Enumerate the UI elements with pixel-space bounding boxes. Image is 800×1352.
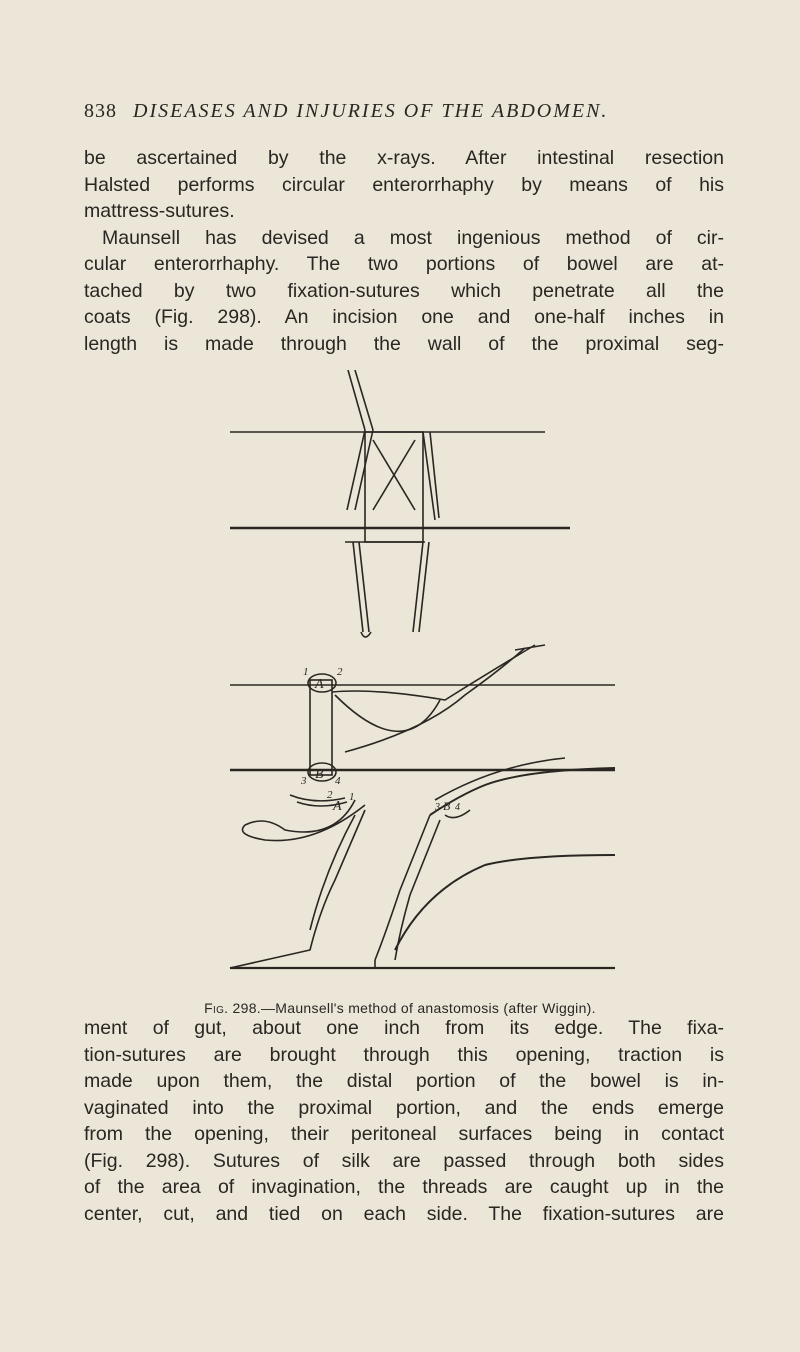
label-4-bottom: 4 — [455, 802, 460, 813]
text-line: length is made through the wall of the proximal seg- — [84, 332, 724, 355]
text-line: be ascertained by the x-rays. After intestinal resection — [84, 147, 724, 169]
figure-number: Fig. 298. — [204, 1000, 261, 1016]
label-4: 4 — [335, 775, 341, 787]
label-3-bottom: 3 — [435, 802, 440, 813]
text-line: vaginated into the proximal portion, and the ends emerge — [84, 1096, 724, 1119]
text-line: of the area of invagination, the threads are caught up in the — [84, 1176, 724, 1198]
label-1: 1 — [303, 666, 309, 678]
label-2-bottom: 2 — [327, 789, 333, 801]
text-line: made upon them, the distal portion of the bowel is in- — [84, 1070, 724, 1092]
caption-text: —Maunsell's method of anastomosis (after Wiggin). — [261, 1000, 596, 1016]
text-line: Halsted performs circular enterorrhaphy by means of his — [84, 173, 724, 196]
text-line: tion-sutures are brought through this opening, traction is — [84, 1043, 724, 1066]
diagram-panel-bottom — [230, 758, 615, 968]
text-line: (Fig. 298). Sutures of silk are passed through both sides — [84, 1149, 724, 1172]
text-line: tached by two fixation-sutures which penetrate all the — [84, 279, 724, 302]
body-text-top — [84, 145, 724, 357]
anastomosis-diagram — [225, 370, 625, 970]
figure-caption — [120, 1000, 680, 1016]
text-line: ment of gut, about one inch from its edge. The fixa- — [84, 1017, 724, 1039]
page-number: 838 — [84, 100, 117, 122]
diagram-panel-top — [230, 370, 570, 637]
running-header — [84, 100, 608, 123]
text-line: mattress-sutures. — [84, 200, 235, 222]
text-line: Maunsell has devised a most ingenious method of cir- — [102, 226, 724, 249]
text-line: center, cut, and tied on each side. The fixation-sutures are — [84, 1202, 724, 1225]
figure-298 — [225, 370, 625, 970]
label-a: A — [315, 677, 324, 692]
label-b-bottom: B — [443, 799, 451, 813]
text-line: cular enterorrhaphy. The two portions of bowel are at- — [84, 253, 724, 275]
text-line: from the opening, their peritoneal surfaces being in contact — [84, 1123, 724, 1145]
label-3: 3 — [301, 775, 307, 787]
label-b: B — [315, 767, 324, 782]
running-title: DISEASES AND INJURIES OF THE ABDOMEN. — [133, 100, 609, 122]
label-a-bottom: A — [333, 799, 342, 814]
text-line: coats (Fig. 298). An incision one and one-half inches in — [84, 306, 724, 328]
label-2: 2 — [337, 666, 343, 678]
label-1-bottom: 1 — [349, 791, 355, 803]
body-text-bottom — [84, 1015, 724, 1227]
diagram-panel-middle — [230, 645, 615, 781]
